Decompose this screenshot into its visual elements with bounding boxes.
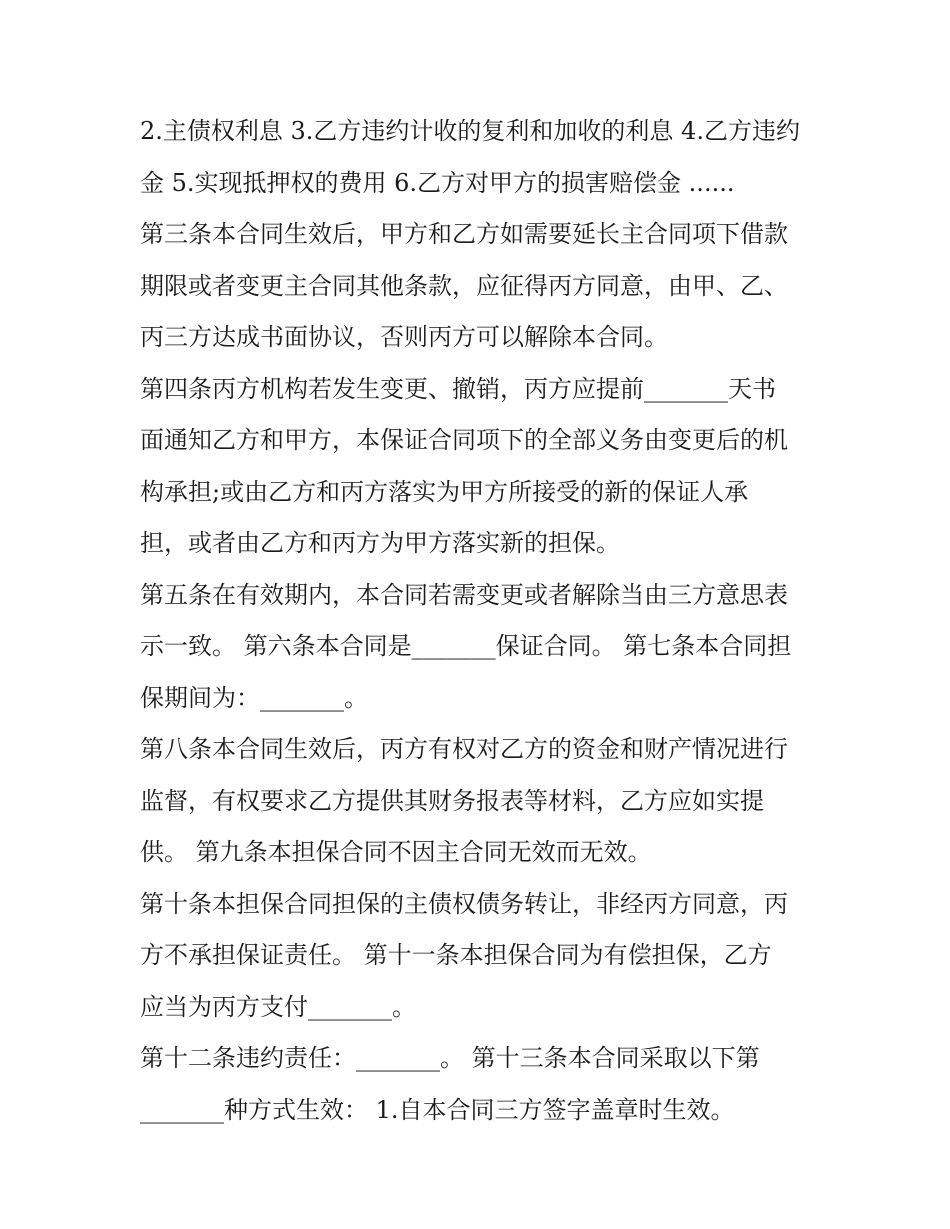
text-line: _______种方式生效： 1.自本合同三方签字盖章时生效。: [140, 1095, 735, 1124]
text-line: 构承担;或由乙方和丙方落实为甲方所接受的新的保证人承: [140, 477, 749, 506]
text-line: 第四条丙方机构若发生变更、撤销，丙方应提前_______天书: [140, 374, 776, 403]
text-line: 第八条本合同生效后，丙方有权对乙方的资金和财产情况进行: [140, 735, 788, 763]
text-line: 丙三方达成书面协议，否则丙方可以解除本合同。: [140, 323, 668, 351]
text-line: 示一致。 第六条本合同是_______保证合同。 第七条本合同担: [140, 632, 792, 660]
text-line: 第十二条违约责任：_______。 第十三条本合同采取以下第: [140, 1044, 760, 1072]
text-line: 方不承担保证责任。 第十一条本担保合同为有偿担保，乙方: [140, 941, 772, 969]
text-line: 应当为丙方支付_______。: [140, 992, 416, 1021]
text-line: 期限或者变更主合同其他条款，应征得丙方同意，由甲、乙、: [140, 271, 788, 300]
text-line: 第五条在有效期内，本合同若需变更或者解除当由三方意思表: [140, 580, 788, 609]
text-line: 保期间为：_______。: [140, 683, 368, 712]
text-line: 监督，有权要求乙方提供其财务报表等材料，乙方应如实提: [140, 786, 764, 815]
text-line: 金 5.实现抵押权的费用 6.乙方对甲方的损害赔偿金 ......: [140, 168, 735, 197]
text-line: 第三条本合同生效后，甲方和乙方如需要延长主合同项下借款: [140, 220, 788, 248]
text-line: 2.主债权利息 3.乙方违约计收的复利和加收的利息 4.乙方违约: [140, 117, 800, 145]
text-line: 第十条本担保合同担保的主债权债务转让，非经丙方同意，丙: [140, 889, 788, 918]
text-line: 担，或者由乙方和丙方为甲方落实新的担保。: [140, 529, 620, 557]
text-line: 供。 第九条本担保合同不因主合同无效而无效。: [140, 838, 652, 866]
document-body: [140, 106, 820, 1136]
text-line: 面通知乙方和甲方，本保证合同项下的全部义务由变更后的机: [140, 426, 788, 454]
